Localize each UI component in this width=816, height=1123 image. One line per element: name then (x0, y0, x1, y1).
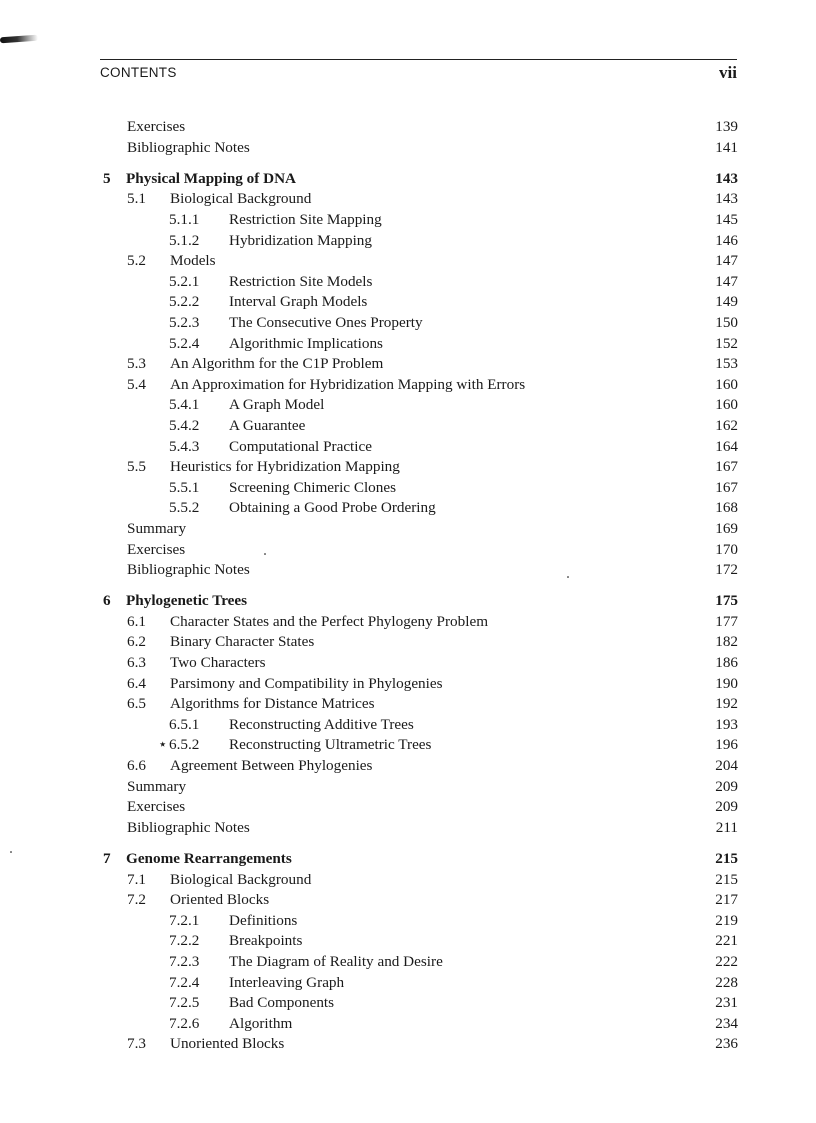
toc-entry-number: 7.2.2 (169, 932, 200, 950)
toc-subsection-entry (0, 395, 816, 415)
toc-subsection-entry (0, 416, 816, 436)
toc-chapter-entry (0, 591, 816, 611)
toc-subsection-entry (0, 498, 816, 518)
toc-entry-number: 5.5 (127, 458, 146, 476)
toc-subsection-entry (0, 231, 816, 251)
toc-entry-title: A Graph Model (229, 396, 325, 414)
toc-entry-number: 5.2 (127, 252, 146, 270)
toc-entry-title: Biological Background (170, 870, 312, 888)
toc-entry-title: Exercises (127, 118, 186, 135)
toc-entry-page: 177 (715, 612, 738, 630)
toc-entry-number: 5.1.1 (169, 210, 200, 228)
toc-entry-number: 7.2.6 (169, 1014, 200, 1032)
toc-entry-page: 228 (715, 973, 738, 991)
toc-subsection-entry (0, 272, 816, 292)
toc-section-entry (0, 251, 816, 271)
scan-speck (10, 851, 12, 853)
page-number: vii (719, 63, 737, 82)
toc-entry-page: 215 (715, 849, 738, 867)
toc-section-entry (0, 354, 816, 374)
toc-entry-title: Bibliographic Notes (127, 561, 250, 579)
scan-speck (567, 576, 569, 578)
toc-entry-page: 219 (715, 911, 738, 929)
toc-entry-title: Bad Components (229, 994, 335, 1012)
toc-entry-title: A Guarantee (229, 416, 306, 434)
toc-chapter-entry (0, 849, 816, 869)
toc-section-entry (0, 756, 816, 776)
toc-entry-page: 169 (715, 519, 738, 537)
toc-entry-title: Character States and the Perfect Phylogeny Problem (170, 612, 489, 630)
toc-entry-page: 147 (715, 272, 738, 290)
toc-section-entry (0, 189, 816, 209)
toc-subsection-entry (0, 313, 816, 333)
toc-entry-title: Binary Character States (170, 633, 315, 651)
toc-entry-page: 222 (715, 952, 738, 970)
toc-entry-page: 160 (715, 396, 738, 414)
toc-entry-number: 6.1 (127, 612, 146, 630)
toc-entry-number: 5.2.3 (169, 313, 200, 331)
toc-entry-title: Reconstructing Ultrametric Trees (229, 736, 432, 754)
toc-entry-number: 5.5.1 (169, 478, 200, 496)
toc-entry-page: 172 (715, 561, 738, 579)
toc-entry-page: 234 (715, 1014, 738, 1032)
toc-entry-page: 209 (715, 798, 738, 816)
toc-entry-title: Bibliographic Notes (127, 138, 250, 156)
toc-entry-page: 139 (715, 118, 738, 135)
toc-entry-number: 7.2.3 (169, 952, 200, 970)
toc-entry-page: 192 (715, 695, 738, 713)
toc-entry-page: 160 (715, 375, 738, 393)
optional-section-star-icon: ⋆ (158, 736, 168, 754)
toc-entry-number: 5 (103, 169, 111, 187)
toc-entry-title: Two Characters (170, 654, 266, 671)
toc-entry-number: 6.6 (127, 757, 146, 774)
toc-entry-number: 5.3 (127, 355, 146, 373)
toc-entry-number: 5.2.1 (169, 272, 200, 290)
toc-entry-page: 204 (715, 757, 738, 774)
toc-entry-number: 7.2.1 (169, 911, 200, 929)
toc-entry-page: 149 (715, 293, 738, 311)
toc-subsection-entry (0, 292, 816, 312)
toc-entry-title: Breakpoints (229, 932, 303, 950)
toc-entry-page: 150 (715, 313, 738, 331)
toc-entry-number: 7.2.4 (169, 973, 200, 991)
toc-entry-page: 182 (715, 633, 738, 651)
toc-subsection-entry (0, 993, 816, 1013)
toc-entry-title: Exercises (127, 798, 186, 816)
toc-section-entry (0, 632, 816, 652)
toc-entry-title: The Diagram of Reality and Desire (229, 952, 443, 970)
toc-entry-title: Biological Background (170, 190, 312, 208)
toc-subsection-entry (0, 973, 816, 993)
toc-entry-title: Bibliographic Notes (127, 818, 250, 836)
toc-section-entry (0, 375, 816, 395)
toc-section-entry (0, 818, 816, 838)
toc-entry-title: Screening Chimeric Clones (229, 478, 397, 496)
toc-section-entry (0, 560, 816, 580)
toc-entry-number: 6.5.1 (169, 715, 200, 733)
toc-entry-number: 5.4.2 (169, 416, 200, 434)
toc-entry-number: 7 (103, 849, 111, 867)
toc-entry-title: Hybridization Mapping (229, 231, 372, 249)
toc-entry-page: 217 (715, 891, 738, 909)
toc-entry-number: 6.5.2 (169, 736, 200, 754)
toc-entry-page: 162 (715, 416, 738, 434)
toc-section-entry (0, 612, 816, 632)
toc-entry-number: 7.3 (127, 1035, 146, 1053)
toc-chapter-entry (0, 169, 816, 189)
toc-entry-title: Physical Mapping of DNA (126, 169, 297, 187)
toc-subsection-entry (0, 952, 816, 972)
toc-entry-number: 7.2 (127, 891, 146, 909)
toc-entry-title: Reconstructing Additive Trees (229, 715, 414, 733)
toc-entry-number: 7.2.5 (169, 994, 200, 1012)
toc-entry-number: 5.1.2 (169, 231, 200, 249)
toc-entry-title: Genome Rearrangements (126, 849, 292, 867)
toc-entry-title: Definitions (229, 911, 298, 929)
toc-subsection-entry (0, 1014, 816, 1034)
toc-entry-number: 6.3 (127, 654, 146, 671)
toc-entry-number: 5.2.2 (169, 293, 200, 311)
toc-entry-page: 147 (715, 252, 738, 270)
toc-entry-page: 186 (715, 654, 738, 671)
toc-entry-page: 190 (715, 674, 738, 692)
toc-entry-number: 5.5.2 (169, 499, 200, 517)
toc-entry-number: 6.5 (127, 695, 146, 713)
toc-subsection-entry (0, 210, 816, 230)
toc-section-entry (0, 138, 816, 158)
toc-entry-title: Oriented Blocks (170, 891, 270, 909)
toc-entry-page: 146 (715, 231, 738, 249)
toc-entry-page: 168 (715, 499, 738, 517)
toc-entry-title: An Algorithm for the C1P Problem (170, 355, 384, 373)
toc-entry-page: 196 (715, 736, 738, 754)
toc-entry-title: Restriction Site Models (229, 272, 373, 290)
toc-entry-title: Interleaving Graph (229, 973, 345, 991)
toc-entry-title: Parsimony and Compatibility in Phylogenies (170, 674, 443, 692)
toc-section-entry (0, 674, 816, 694)
toc-entry-title: The Consecutive Ones Property (229, 313, 423, 331)
toc-section-entry (0, 870, 816, 890)
toc-entry-title: Models (170, 252, 216, 270)
toc-entry-title: Unoriented Blocks (170, 1035, 285, 1053)
toc-entry-page: 145 (715, 210, 738, 228)
toc-entry-title: Agreement Between Phylogenies (170, 757, 373, 774)
toc-entry-number: 5.4 (127, 375, 146, 393)
toc-entry-title: An Approximation for Hybridization Mapping with Errors (170, 375, 526, 393)
toc-entry-title: Obtaining a Good Probe Ordering (229, 499, 436, 517)
toc-entry-title: Algorithm (229, 1014, 293, 1032)
toc-entry-page: 167 (715, 458, 738, 476)
toc-entry-title: Algorithmic Implications (229, 334, 383, 352)
toc-entry-number: 6 (103, 592, 111, 610)
toc-entry-page: 209 (715, 777, 738, 795)
toc-section-entry (0, 540, 816, 560)
toc-entry-page: 221 (715, 932, 738, 950)
toc-section-entry (0, 457, 816, 477)
toc-entry-page: 143 (715, 190, 738, 208)
toc-entry-page: 211 (715, 818, 738, 836)
toc-entry-page: 153 (715, 355, 738, 373)
toc-entry-page: 231 (715, 994, 738, 1012)
toc-entry-number: 6.2 (127, 633, 146, 651)
toc-entry-page: 167 (715, 478, 738, 496)
toc-subsection-entry (0, 911, 816, 931)
toc-entry-number: 5.2.4 (169, 334, 200, 352)
toc-entry-title: Summary (127, 777, 187, 795)
toc-entry-title: Computational Practice (229, 437, 372, 455)
toc-entry-page: 164 (715, 437, 738, 455)
toc-subsection-entry (0, 715, 816, 735)
toc-entry-number: 5.4.1 (169, 396, 200, 414)
toc-subsection-entry (0, 931, 816, 951)
scan-speck (264, 553, 266, 555)
toc-entry-title: Algorithms for Distance Matrices (170, 695, 375, 713)
toc-section-entry (0, 653, 816, 673)
toc-entry-page: 141 (715, 138, 738, 156)
toc-entry-title: Heuristics for Hybridization Mapping (170, 458, 400, 476)
toc-entry-page: 175 (715, 592, 738, 610)
toc-section-entry (0, 797, 816, 817)
toc-section-entry (0, 519, 816, 539)
toc-entry-number: 7.1 (127, 870, 146, 888)
toc-entry-title: Interval Graph Models (229, 293, 368, 311)
toc-subsection-entry (0, 735, 816, 755)
toc-subsection-entry (0, 334, 816, 354)
toc-entry-number: 6.4 (127, 674, 146, 692)
toc-section-entry (0, 890, 816, 910)
toc-entry-title: Restriction Site Mapping (229, 210, 382, 228)
toc-section-entry (0, 777, 816, 797)
toc-entry-page: 215 (715, 870, 738, 888)
toc-subsection-entry (0, 437, 816, 457)
toc-entry-number: 5.4.3 (169, 437, 200, 455)
toc-section-entry (0, 694, 816, 714)
toc-entry-page: 143 (715, 169, 738, 187)
toc-subsection-entry (0, 478, 816, 498)
toc-entry-title: Summary (127, 519, 187, 537)
running-title: CONTENTS (100, 65, 177, 80)
toc-section-entry (0, 1034, 816, 1054)
toc-entry-page: 236 (715, 1035, 738, 1053)
toc-entry-title: Exercises (127, 540, 186, 558)
toc-entry-page: 170 (715, 540, 738, 558)
toc-entry-number: 5.1 (127, 190, 146, 208)
toc-section-entry (0, 117, 816, 137)
toc-entry-page: 152 (715, 334, 738, 352)
toc-entry-page: 193 (715, 715, 738, 733)
toc-entry-title: Phylogenetic Trees (126, 592, 248, 610)
